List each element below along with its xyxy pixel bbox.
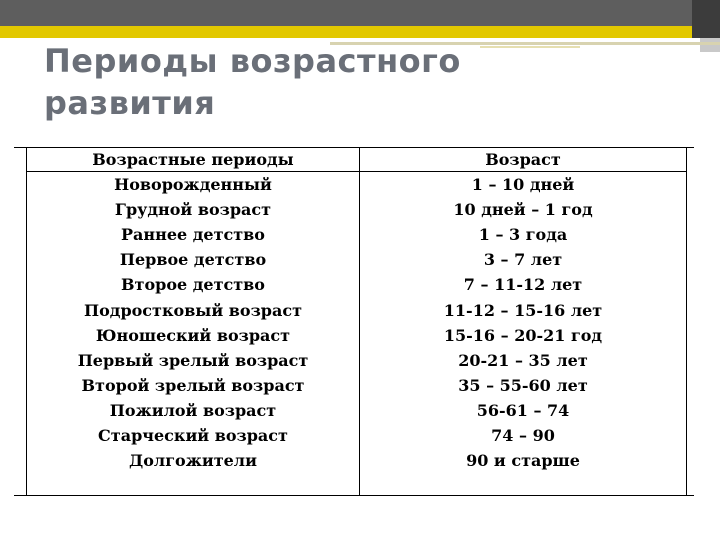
age-cell: 3 – 7 лет: [483, 250, 563, 270]
slide-title-line-2: развития: [44, 84, 216, 122]
period-cell: Первый зрелый возраст: [77, 350, 309, 370]
age-cell: 35 – 55-60 лет: [458, 375, 588, 395]
slide-title-line-1: Периоды возрастного: [44, 42, 461, 80]
period-cell: Раннее детство: [121, 225, 265, 245]
period-cell: Первое детство: [119, 250, 267, 270]
age-cell: 15-16 – 20-21 год: [443, 325, 603, 345]
age-cell: 56-61 – 74: [476, 400, 570, 420]
top-decor-bar: [0, 0, 720, 26]
age-cell: 11-12 – 15-16 лет: [443, 300, 603, 320]
age-cell: 7 – 11-12 лет: [463, 275, 583, 295]
age-cell: 20-21 – 35 лет: [458, 350, 588, 370]
table-right-border: [686, 147, 687, 496]
period-cell: Подростковый возраст: [84, 300, 302, 320]
period-cell: Грудной возраст: [114, 200, 272, 220]
age-cell: 1 – 3 года: [478, 225, 568, 245]
period-cell: Пожилой возраст: [109, 400, 277, 420]
age-column: [360, 148, 686, 474]
table-bottom-border: [14, 495, 694, 496]
period-cell: Второе детство: [121, 275, 265, 295]
slide-title: [44, 40, 504, 124]
period-cell: Новорожденный: [114, 175, 272, 195]
period-column-header: Возрастные периоды: [92, 150, 294, 169]
accent-decor-bar: [0, 26, 720, 38]
age-cell: 10 дней – 1 год: [453, 200, 593, 220]
period-cell: Долгожители: [129, 451, 257, 471]
period-column: [27, 148, 359, 474]
age-cell: 74 – 90: [491, 426, 555, 446]
corner-decor-dark: [692, 0, 720, 38]
age-cell: 90 и старше: [466, 451, 580, 471]
age-cell: 1 – 10 дней: [471, 175, 575, 195]
period-cell: Второй зрелый возраст: [81, 375, 305, 395]
period-cell: Старческий возраст: [98, 426, 288, 446]
age-column-header: Возраст: [485, 150, 561, 169]
period-cell: Юношеский возраст: [95, 325, 291, 345]
